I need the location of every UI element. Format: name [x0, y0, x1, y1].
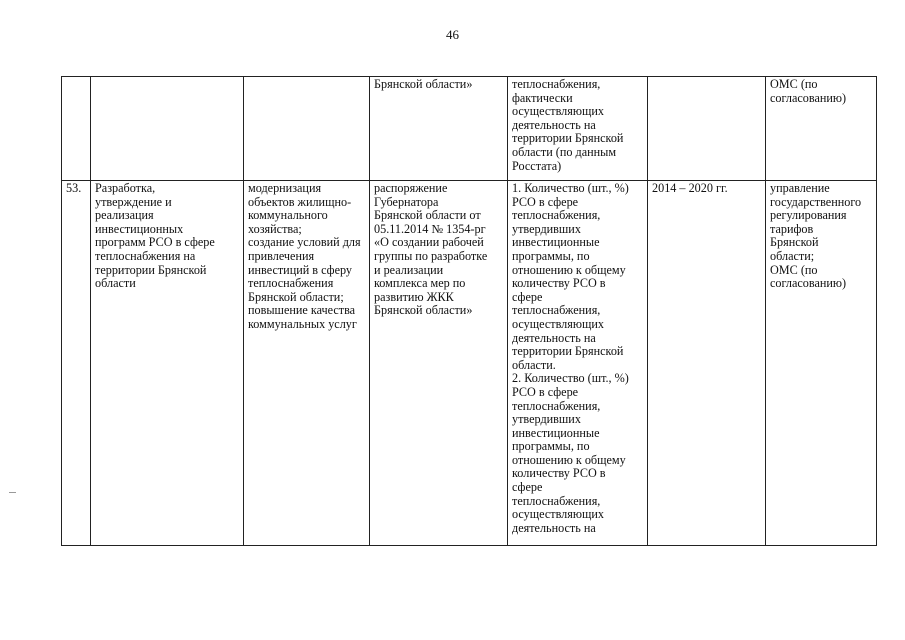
cell-text-line: области;: [770, 248, 815, 263]
cell-text-line: деятельность на: [512, 330, 596, 345]
table-row-continuation: [62, 77, 877, 181]
cell-goal: [244, 77, 370, 181]
cell-text-line: теплоснабжения,: [512, 398, 601, 413]
cell-text-line: привлечения: [248, 248, 315, 263]
cell-text-line: программы, по: [512, 248, 590, 263]
cell-text-line: создание условий для: [248, 235, 361, 250]
cell-goal: [244, 181, 370, 546]
cell-executor: [766, 181, 877, 546]
period-text: 2014 – 2020 гг.: [652, 181, 728, 195]
measures-table: [61, 76, 877, 546]
cell-number: [62, 181, 91, 546]
cell-text-line: количеству РСО в: [512, 466, 606, 481]
cell-text-line: области: [95, 276, 136, 291]
cell-period: [648, 77, 766, 181]
cell-text-line: РСО в сфере: [512, 194, 579, 209]
cell-period: [648, 181, 766, 546]
cell-indicator: [508, 181, 648, 546]
cell-text-line: Брянской области»: [374, 77, 473, 91]
cell-name: [91, 181, 244, 546]
table-row-53: [62, 181, 877, 546]
cell-text-line: Разработка,: [95, 181, 156, 195]
cell-text-line: регулирования: [770, 208, 847, 223]
cell-text-line: теплоснабжения на: [95, 248, 196, 263]
cell-text-line: осуществляющих: [512, 507, 604, 522]
cell-text-line: Брянской: [770, 235, 819, 250]
cell-text-line: теплоснабжения,: [512, 303, 601, 318]
cell-text-line: количеству РСО в: [512, 276, 606, 291]
cell-basis: [370, 77, 508, 181]
cell-text-line: ОМС (по: [770, 77, 818, 91]
cell-text-line: утвердивших: [512, 412, 581, 427]
cell-text-line: деятельность на: [512, 117, 596, 132]
cell-text-line: сфере: [512, 480, 543, 495]
cell-text-line: теплоснабжения,: [512, 77, 601, 91]
cell-text-line: теплоснабжения: [248, 276, 334, 291]
cell-text-line: сфере: [512, 289, 543, 304]
cell-text-line: 1. Количество (шт., %): [512, 181, 629, 195]
cell-text-line: объектов жилищно-: [248, 194, 352, 209]
cell-text-line: осуществляющих: [512, 316, 604, 331]
cell-text-line: теплоснабжения,: [512, 208, 601, 223]
scan-margin-mark: [9, 492, 16, 493]
cell-text-line: деятельность на: [512, 520, 596, 535]
cell-text-line: отношению к общему: [512, 452, 626, 467]
cell-text-line: территории Брянской: [95, 262, 207, 277]
cell-text-line: хозяйства;: [248, 221, 302, 236]
cell-executor: [766, 77, 877, 181]
cell-text-line: осуществляющих: [512, 104, 604, 119]
cell-text-line: Губернатора: [374, 194, 439, 209]
cell-text-line: повышение качества: [248, 303, 356, 318]
cell-text-line: тарифов: [770, 221, 814, 236]
cell-text-line: ОМС (по: [770, 262, 818, 277]
cell-text-line: Брянской области от: [374, 208, 481, 223]
cell-text-line: области.: [512, 357, 556, 372]
cell-text-line: Брянской области»: [374, 303, 473, 318]
cell-text-line: утвердивших: [512, 221, 581, 236]
cell-text-line: территории Брянской: [512, 131, 624, 146]
cell-text-line: инвестиционных: [95, 221, 184, 236]
cell-number: [62, 77, 91, 181]
cell-text-line: Росстата): [512, 158, 562, 173]
cell-text-line: и реализации: [374, 262, 444, 277]
cell-text-line: фактически: [512, 90, 573, 105]
cell-indicator: [508, 77, 648, 181]
cell-text-line: согласованию): [770, 90, 847, 105]
cell-text-line: области (по данным: [512, 144, 617, 159]
cell-text-line: «О создании рабочей: [374, 235, 484, 250]
cell-text-line: 05.11.2014 № 1354-рг: [374, 221, 486, 236]
row-number: 53.: [66, 181, 82, 195]
cell-text-line: реализация: [95, 208, 154, 223]
cell-text-line: отношению к общему: [512, 262, 626, 277]
cell-basis: [370, 181, 508, 546]
page-number: 46: [446, 27, 459, 42]
cell-text-line: 2. Количество (шт., %): [512, 371, 629, 386]
cell-text-line: управление: [770, 181, 830, 195]
cell-text-line: комплекса мер по: [374, 276, 466, 291]
cell-text-line: развитию ЖКК: [374, 289, 454, 304]
cell-text-line: инвестиционные: [512, 425, 600, 440]
cell-text-line: утверждение и: [95, 194, 172, 209]
cell-text-line: распоряжение: [374, 181, 448, 195]
cell-text-line: программы, по: [512, 439, 590, 454]
cell-text-line: РСО в сфере: [512, 384, 579, 399]
cell-text-line: территории Брянской: [512, 344, 624, 359]
cell-text-line: инвестиций в сферу: [248, 262, 353, 277]
cell-text-line: программ РСО в сфере: [95, 235, 215, 250]
cell-text-line: инвестиционные: [512, 235, 600, 250]
cell-text-line: согласованию): [770, 276, 847, 291]
cell-text-line: коммунального: [248, 208, 328, 223]
cell-text-line: теплоснабжения,: [512, 493, 601, 508]
cell-name: [91, 77, 244, 181]
cell-text-line: группы по разработке: [374, 248, 488, 263]
cell-text-line: коммунальных услуг: [248, 316, 357, 331]
cell-text-line: Брянской области;: [248, 289, 344, 304]
cell-text-line: государственного: [770, 194, 862, 209]
cell-text-line: модернизация: [248, 181, 322, 195]
